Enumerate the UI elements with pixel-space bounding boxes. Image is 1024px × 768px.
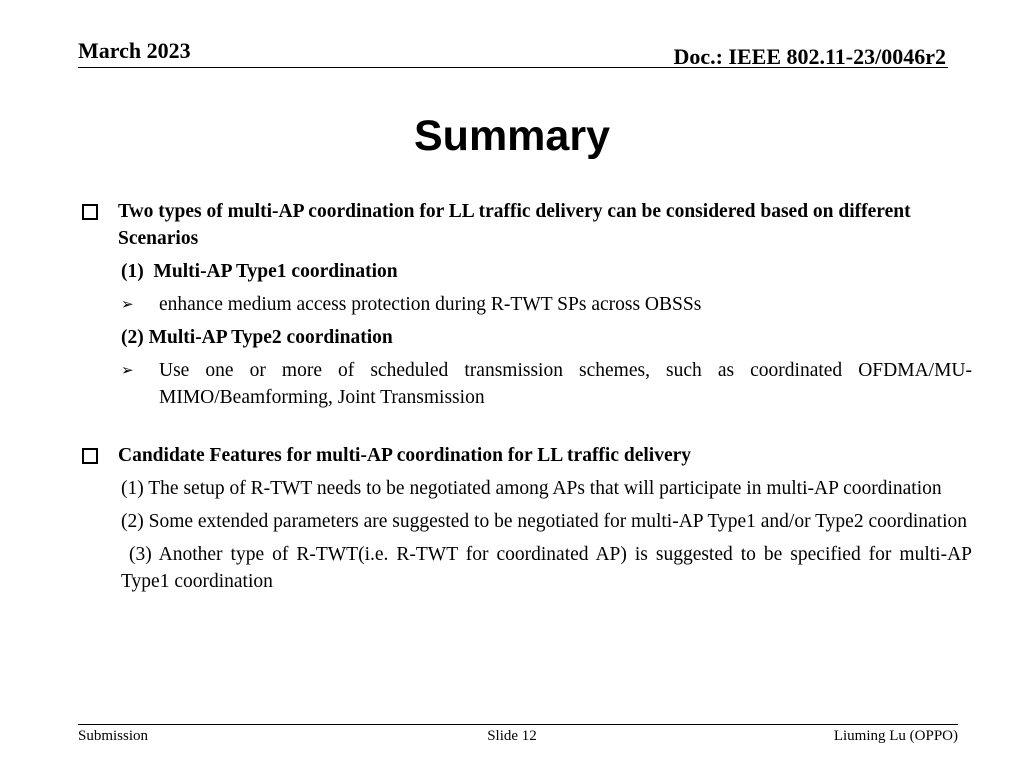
arrow-bullet-icon: ➢ bbox=[121, 295, 134, 313]
footer-author: Liuming Lu (OPPO) bbox=[833, 728, 958, 744]
slide-content bbox=[82, 198, 977, 595]
header-rule bbox=[78, 67, 948, 68]
type1-bullet: enhance medium access protection during R-TWT SPs across OBSSs bbox=[159, 294, 702, 315]
slide-title: Summary bbox=[414, 112, 610, 160]
feature-item-2: (2) Some extended parameters are suggested to be negotiated for multi-AP Type1 and/or Type2 coordination bbox=[121, 511, 968, 532]
type2-bullet-row bbox=[121, 357, 972, 411]
header-date: March 2023 bbox=[78, 38, 191, 63]
footer-rule bbox=[78, 724, 958, 725]
feature-item-1: (1) The setup of R-TWT needs to be negotiated among APs that will participate in multi-AP coordination bbox=[121, 478, 942, 499]
type1-bullet-row bbox=[121, 291, 972, 318]
arrow-bullet-icon: ➢ bbox=[121, 361, 134, 379]
section2-heading: Candidate Features for multi-AP coordination for LL traffic delivery bbox=[118, 445, 692, 466]
type1-label: (1) Multi-AP Type1 coordination bbox=[121, 261, 398, 282]
footer-submission: Submission bbox=[78, 728, 149, 744]
section1-heading: Two types of multi-AP coordination for LL traffic delivery can be considered based on different Scenarios bbox=[118, 201, 911, 249]
type2-bullet: Use one or more of scheduled transmission schemes, such as coordinated OFDMA/MU-MIMO/Beamforming, Joint Transmission bbox=[159, 360, 972, 408]
feature-item-3: (3) Another type of R-TWT(i.e. R-TWT for coordinated AP) is suggested to be specified for multi-AP Type1 coordination bbox=[121, 544, 977, 592]
section1-heading-row bbox=[82, 198, 972, 252]
header-doc-id: Doc.: IEEE 802.11-23/0046r2 bbox=[673, 44, 946, 69]
square-bullet-icon bbox=[82, 448, 98, 464]
footer-slide-number: Slide 12 bbox=[487, 728, 537, 744]
type2-label: (2) Multi-AP Type2 coordination bbox=[121, 327, 393, 348]
square-bullet-icon bbox=[82, 204, 98, 220]
section2-heading-row bbox=[82, 442, 972, 469]
